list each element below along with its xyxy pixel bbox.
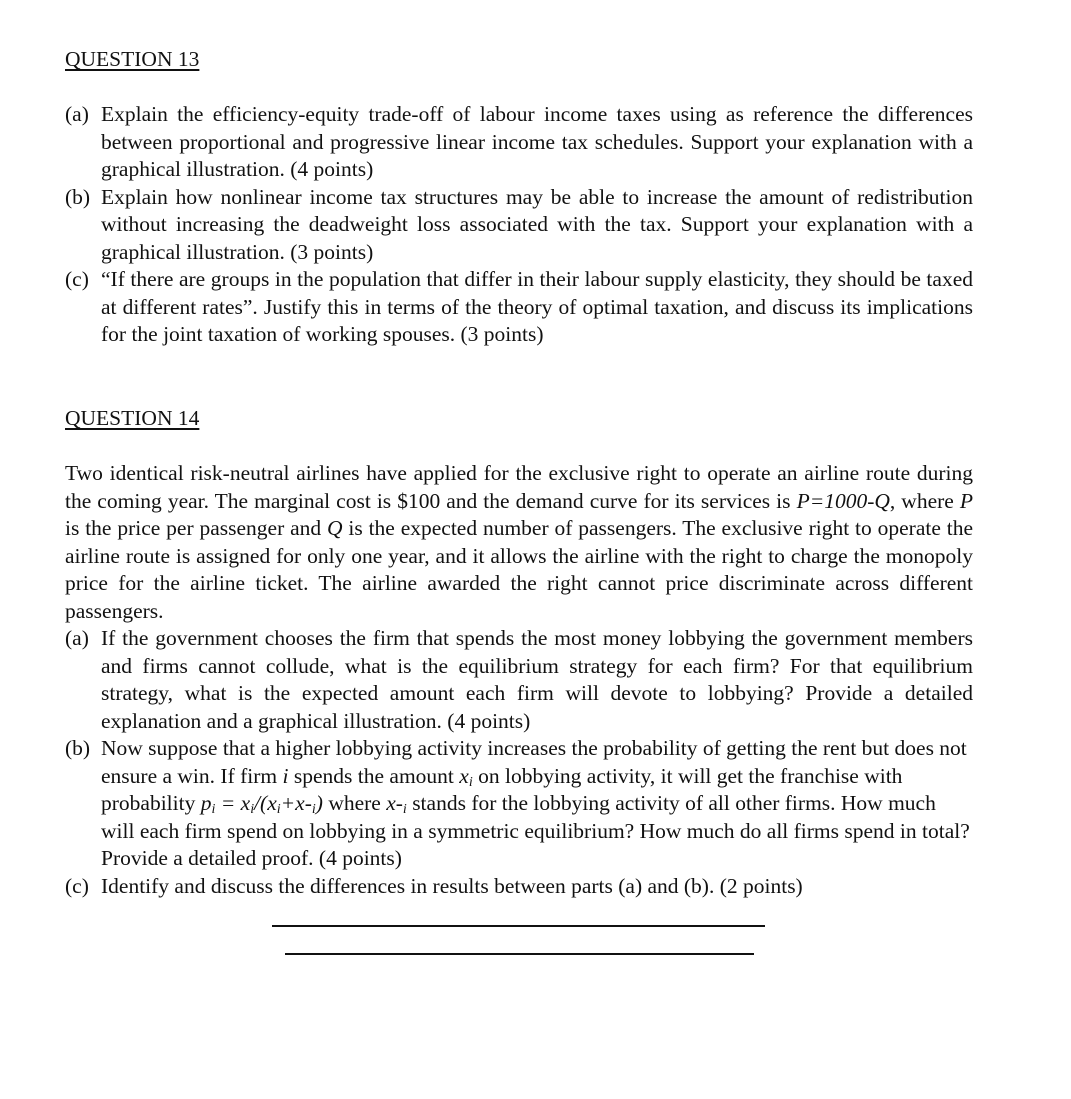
part-text: where	[322, 791, 387, 815]
end-divider-line	[272, 925, 765, 927]
question-14-heading: QUESTION 14	[65, 406, 200, 430]
part-marker: (c)	[65, 267, 89, 291]
intro-text: is the price per passenger and	[65, 516, 327, 540]
part-marker: (b)	[65, 184, 91, 209]
part-marker: (a)	[65, 626, 89, 650]
part-text: Explain the efficiency-equity trade-off of labour income taxes using as reference the differences between proportional and progressive linear income tax schedules. Support your explanation with a graphical illustration. (4 points)	[101, 102, 973, 181]
question-14-part-b	[65, 735, 973, 873]
question-13-part-c	[65, 266, 973, 349]
part-text: Now suppose that a higher lobbying activity increases the probability of getting the rent but does not ensure a win. If firm	[101, 736, 967, 788]
end-divider-line	[285, 953, 754, 955]
part-text: on lobbying activity, it will get the franchise with probability	[101, 763, 903, 815]
part-text: “If there are groups in the population that differ in their labour supply elasticity, they should be taxed at different rates”. Justify this in terms of the theory of optimal taxation, and discuss its implications for the joint taxation of working spouses. (3 points)	[101, 267, 973, 346]
part-text: spends the amount	[288, 763, 460, 788]
intro-text: is the expected number of passengers. The exclusive right to operate the airline route is assigned for only one year, and it allows the airline with the right to charge the monopoly price for the airline ticket. The airline awarded the right cannot price discriminate across different passengers.	[65, 516, 974, 623]
part-text: Explain how nonlinear income tax structures may be able to increase the amount of redistribution without increasing the deadweight loss associated with the tax. Support your explanation with a graphical illustration. (3 points)	[101, 184, 973, 264]
question-14-part-a	[65, 625, 973, 735]
intro-text: Two identical risk-neutral airlines have applied for the exclusive right to operate an airline route during the coming year. The marginal cost is $100 and the demand curve for its services is	[65, 461, 973, 513]
price-variable: P	[959, 488, 973, 513]
part-marker: (b)	[65, 736, 91, 760]
question-13-parts	[65, 101, 973, 349]
part-marker: (a)	[65, 102, 89, 126]
question-14-body	[65, 460, 973, 900]
lobbying-variable: $x_i$	[459, 763, 473, 790]
probability-formula: $p_i = x_i/(x_i+x-_i)$	[200, 791, 323, 817]
firm-variable: i	[282, 763, 289, 788]
question-14-part-c	[65, 873, 973, 901]
question-13-part-b	[65, 184, 973, 267]
part-text: stands for the lobbying activity of all other firms. How much will each firm spend on lobbying in a symmetric equilibrium? How much do all firms spend in total? Provide a detailed proof. (4 points)	[101, 791, 970, 870]
part-text: If the government chooses the firm that spends the most money lobbying the government members and firms cannot collude, what is the equilibrium strategy for each firm? For that equilibrium strategy, what is the expected amount each firm will devote to lobbying? Provide a detailed explanation and a graphical illustration. (4 points)	[101, 626, 973, 733]
question-13-part-a	[65, 101, 973, 184]
question-14-intro	[65, 460, 973, 625]
intro-text: , where	[889, 488, 960, 513]
question-13-heading: QUESTION 13	[65, 47, 200, 71]
quantity-variable: Q	[327, 516, 343, 540]
part-marker: (c)	[65, 873, 89, 898]
others-lobbying-variable: $x-_i$	[386, 791, 407, 817]
part-text: Identify and discuss the differences in results between parts (a) and (b). (2 points)	[101, 873, 803, 898]
demand-equation: P=1000-Q	[796, 488, 890, 513]
